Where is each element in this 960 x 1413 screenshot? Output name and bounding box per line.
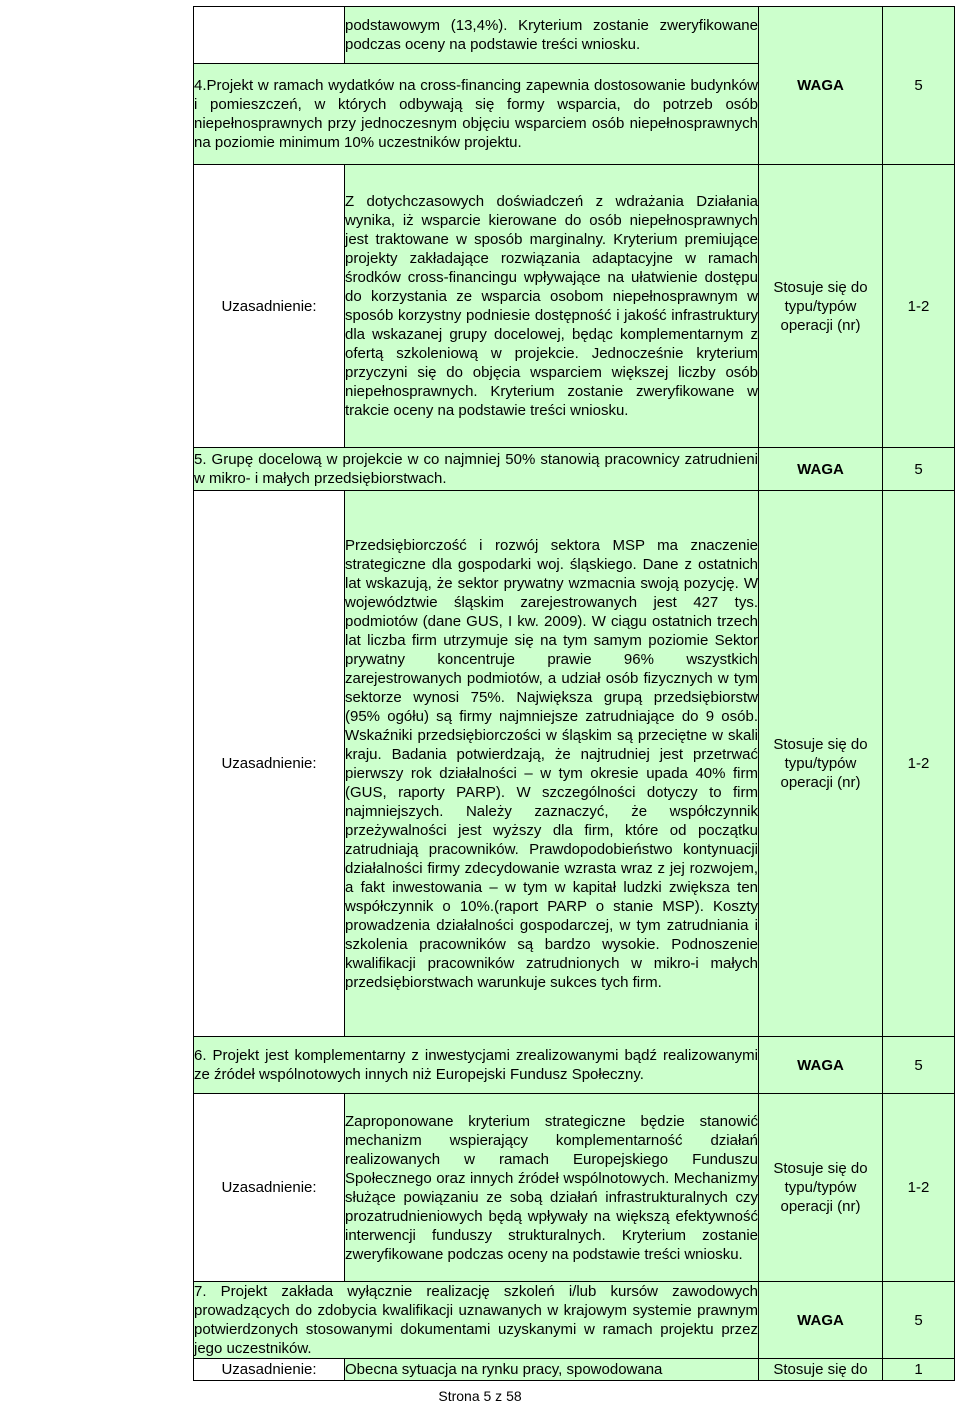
justification-text: podstawowym (13,4%). Kryterium zostanie zweryfikowane podczas oceny na podstawie treści wniosku. [345, 7, 759, 64]
justification-text: Obecna sytuacja na rynku pracy, spowodowana [345, 1359, 759, 1381]
table-row [194, 1094, 955, 1282]
applies-value: 1-2 [883, 491, 955, 1037]
weight-label: WAGA [759, 448, 883, 491]
justification-text: Z dotychczasowych doświadczeń z wdrażania Działania wynika, iż wsparcie kierowane do osób niepełnosprawnych jest traktowane w sposób marginalny. Kryterium premiujące projekty zakładające rozwiązania adaptacyjne w ramach środków cross-financingu wpływające na ułatwienie dostępu do korzystania ze wsparcia osobom niepełnosprawnym w sposób korzystny podniesie dostępność i jakość infrastruktury dla wskazanej grupy docelowej, będąc komplementarnym z ofertą szkoleniową w projekcie. Jednocześnie kryterium przyczyni się do objęcia wsparciem większej liczby osób niepełnosprawnych. Kryterium zostanie zweryfikowane w trakcie oceny na podstawie treści wniosku. [345, 165, 759, 448]
justification-text: Przedsiębiorczość i rozwój sektora MSP ma znaczenie strategiczne dla gospodarki woj. śląskiego. Dane z ostatnich lat wskazują, że sektor prywatny wzmacnia swoją pozycję. W województwie śląskim zarejestrowanych jest 427 tys. podmiotów (dane GUS, I kw. 2009). W ciągu ostatnich trzech lat liczba firm utrzymuje się na tym samym poziomie Sektor prywatny koncentruje prawie 96% wszystkich zarejestrowanych podmiotów, a udział osób fizycznych w tym sektorze wynosi 75%. Największa grupą przedsiębiorstw (95% ogółu) są firmy najmniejsze zatrudniające do 9 osób. Wskaźniki przedsiębiorczości w śląskim są przeciętne w skali kraju. Badania potwierdzają, że najtrudniej jest przetrwać pierwszy rok działalności – w tym okresie upada 40% firm (GUS, raporty PARP). W szczególności dotyczy to firm najmniejszych. Należy zaznaczyć, że współczynnik przeżywalności jest wyższy dla firm, które od początku zatrudniają pracowników. Prawdopodobieństwo kontynuacji działalności firmy zdecydowanie wzrasta wraz z jej rozwojem, a fakt inwestowania – w tym w kapitał ludzki zwiększa ten współczynnik o 10%.(raport PARP o stanie MSP). Koszty prowadzenia działalności gospodarczej, w tym zatrudniania i szkolenia pracowników są bardzo wysokie. Podnoszenie kwalifikacji pracowników zatrudnionych w mikro-i małych przedsiębiorstwach warunkuje sukces tych firm. [345, 491, 759, 1037]
justification-label: Uzasadnienie: [194, 165, 345, 448]
applies-label: Stosuje się do typu/typów operacji (nr) [759, 491, 883, 1037]
criteria-table [193, 6, 955, 1381]
applies-label: Stosuje się do typu/typów operacji (nr) [759, 165, 883, 448]
applies-value: 1 [883, 1359, 955, 1381]
table-row [194, 491, 955, 1037]
criterion-text: 4.Projekt w ramach wydatków na cross-financing zapewnia dostosowanie budynków i pomieszczeń, w których odbywają się formy wsparcia, do potrzeb osób niepełnosprawnych przy jednoczesnym objęciu wsparciem osób niepełnosprawnych na poziomie minimum 10% uczestników projektu. [194, 64, 759, 165]
justification-label: Uzasadnienie: [194, 1094, 345, 1282]
justification-label: Uzasadnienie: [194, 491, 345, 1037]
table-row [194, 165, 955, 448]
justification-text: Zaproponowane kryterium strategiczne będzie stanowić mechanizm wspierający komplementarność działań realizowanych w ramach Europejskiego Funduszu Społecznego oraz innych źródeł wspólnotowych. Mechanizmy służące powiązaniu ze sobą działań infrastrukturalnych czy prozatrudnieniowych będą wpływały na większą efektywność interwencji funduszy strukturalnych. Kryterium zostanie zweryfikowane podczas oceny na podstawie treści wniosku. [345, 1094, 759, 1282]
table-row [194, 1282, 955, 1359]
justification-label: Uzasadnienie: [194, 1359, 345, 1381]
weight-value: 5 [883, 1282, 955, 1359]
table-row [194, 1037, 955, 1094]
weight-label: WAGA [759, 1037, 883, 1094]
applies-label: Stosuje się do typu/typów operacji (nr) [759, 1094, 883, 1282]
table-row [194, 448, 955, 491]
table-row [194, 7, 955, 64]
weight-value: 5 [883, 1037, 955, 1094]
criterion-text: 6. Projekt jest komplementarny z inwestycjami zrealizowanymi bądź realizowanymi ze źródeł wspólnotowych innych niż Europejski Fundusz Społeczny. [194, 1037, 759, 1094]
criterion-text: 7. Projekt zakłada wyłącznie realizację szkoleń i/lub kursów zawodowych prowadzących do zdobycia kwalifikacji uznawanych w krajowym systemie prawnym potwierdzonych stosowanymi dokumentami uzyskanymi w ramach projektu przez jego uczestników. [194, 1283, 758, 1357]
weight-value: 5 [883, 7, 955, 165]
applies-value: 1-2 [883, 165, 955, 448]
weight-value: 5 [883, 448, 955, 491]
weight-label: WAGA [759, 1282, 883, 1359]
applies-value: 1-2 [883, 1094, 955, 1282]
criterion-text: 5. Grupę docelową w projekcie w co najmniej 50% stanowią pracownicy zatrudnieni w mikro- i małych przedsiębiorstwach. [194, 448, 759, 491]
table-row [194, 1359, 955, 1381]
page-number: Strona 5 z 58 [438, 1388, 522, 1404]
applies-label: Stosuje się do [759, 1359, 883, 1381]
weight-label: WAGA [759, 7, 883, 165]
